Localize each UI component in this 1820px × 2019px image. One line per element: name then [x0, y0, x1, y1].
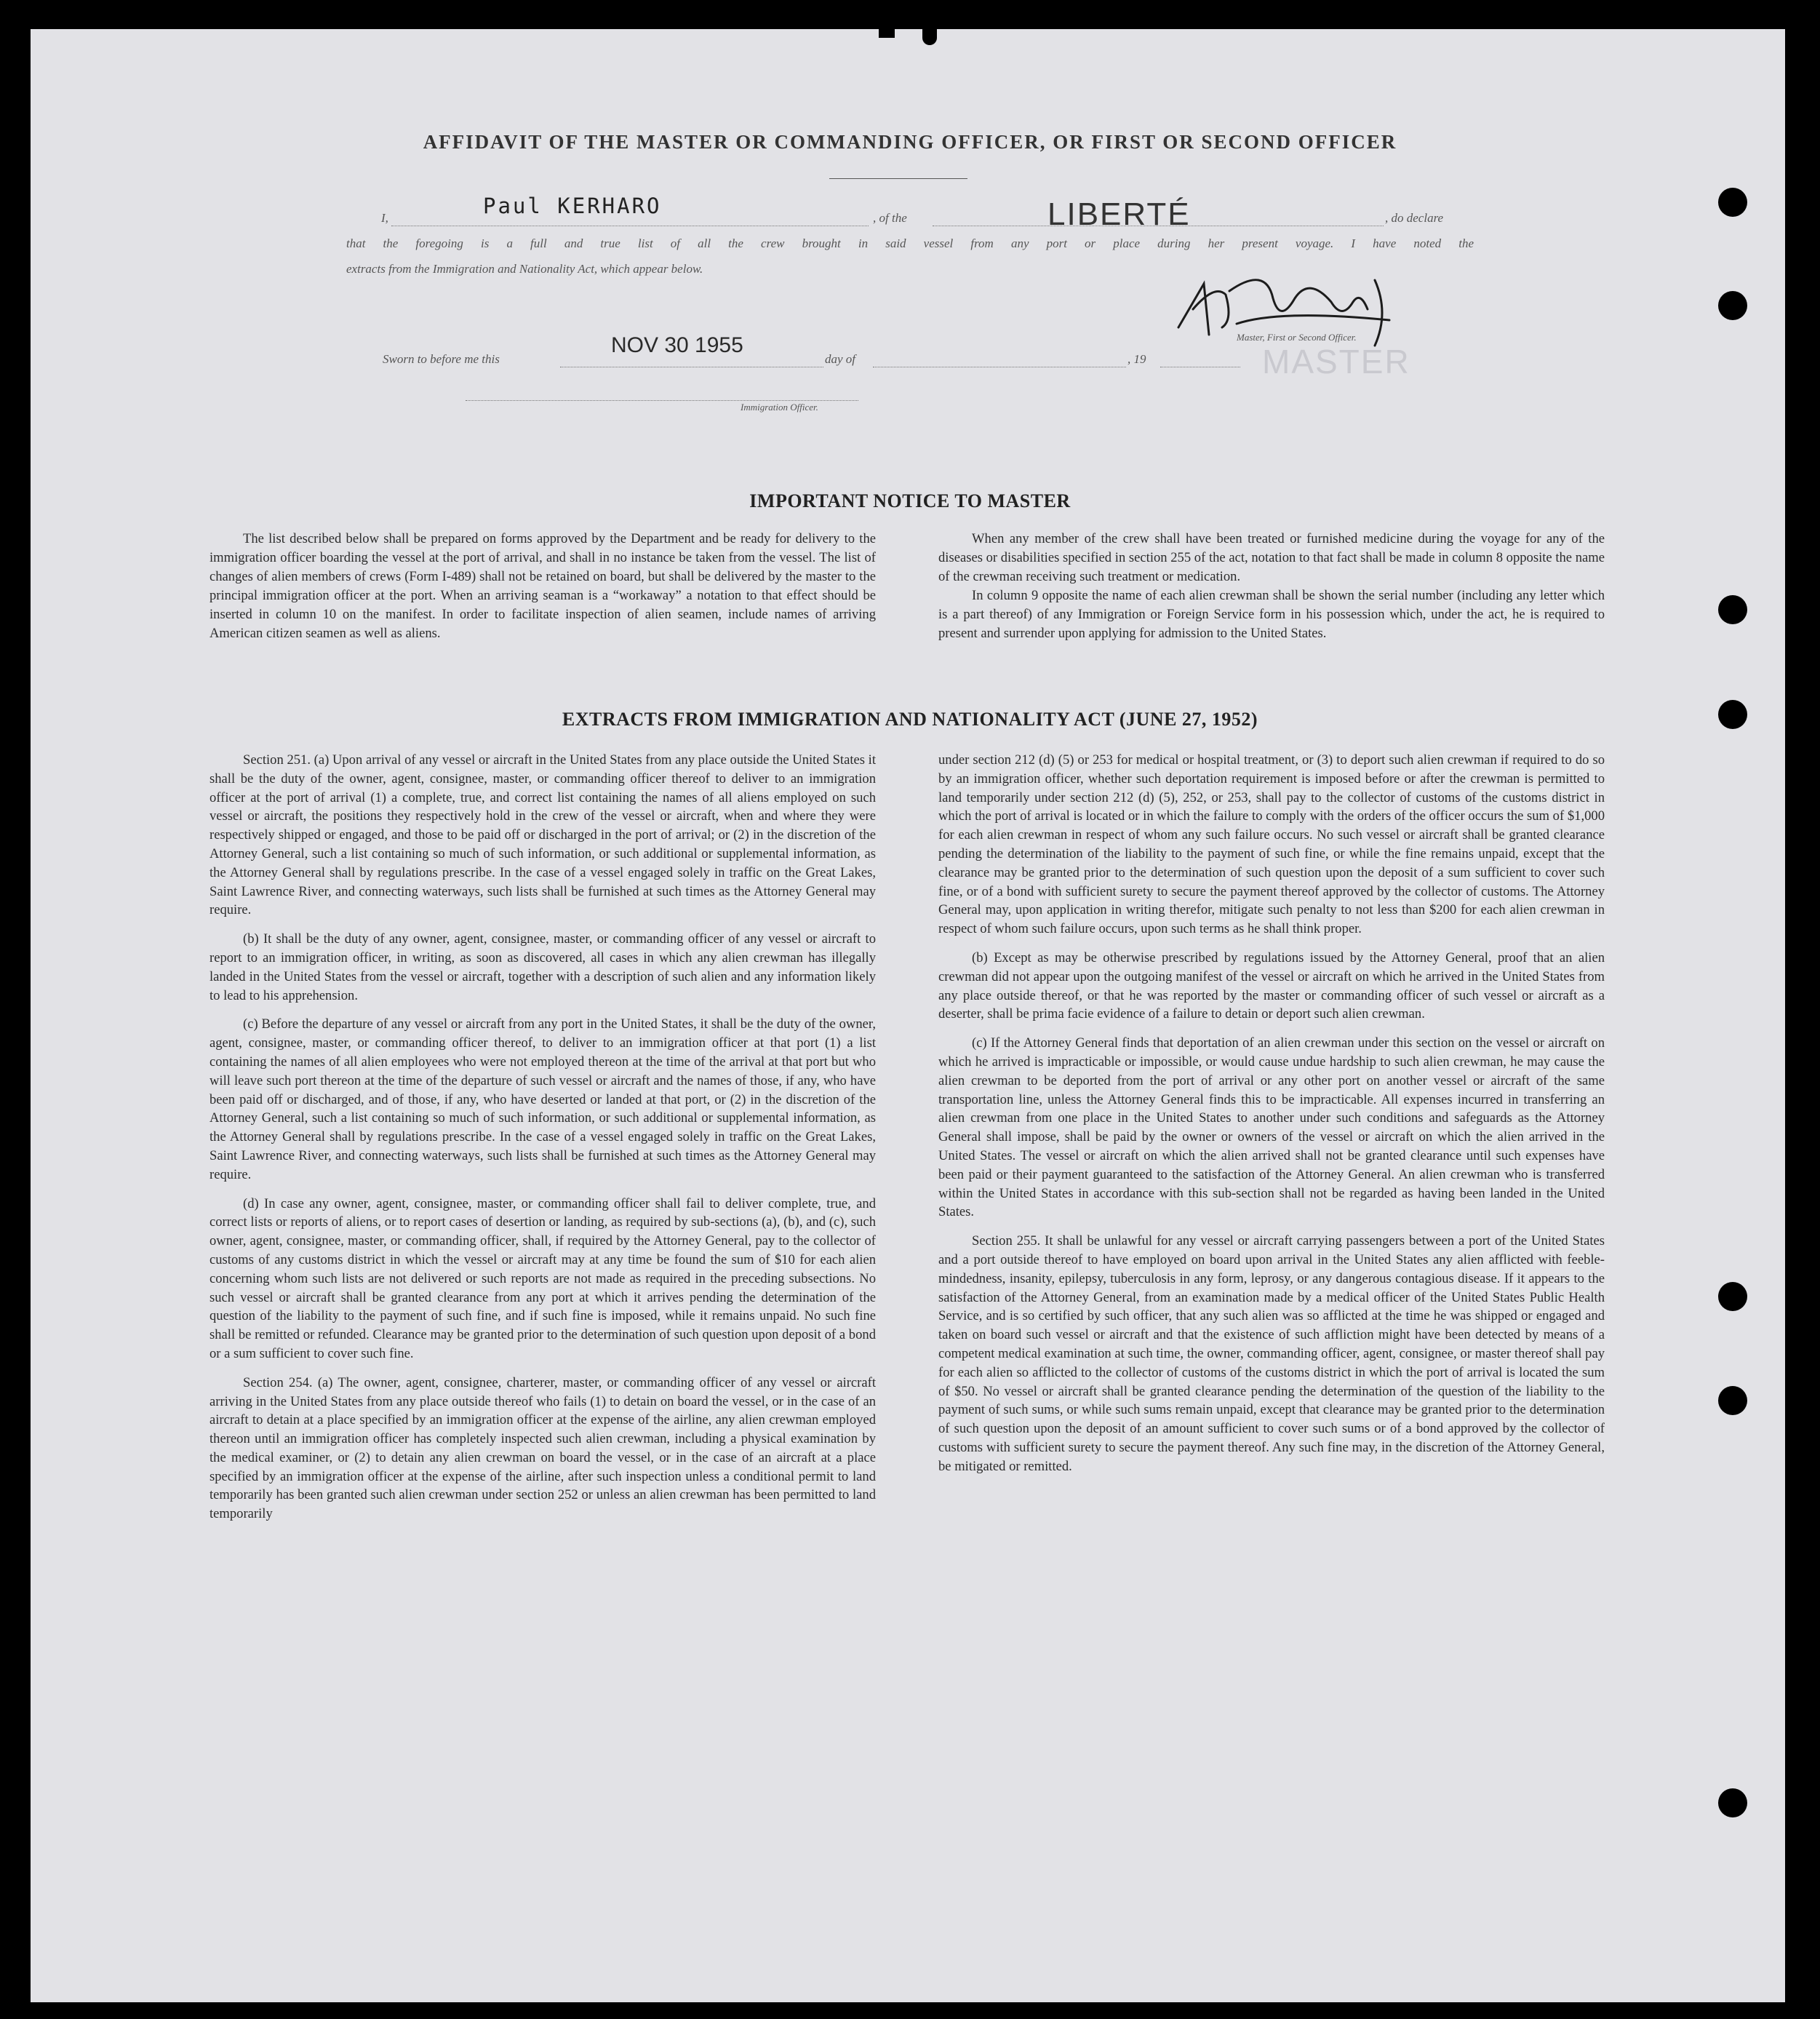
declaration-line-1: that the foregoing is a full and true list of all the crew brought in said vessel from any port or place during her present voyage. I have noted the [346, 236, 1474, 250]
act-section: (d) In case any owner, agent, consignee, master, or commanding officer shall fail to deliver complete, true, and correct lists or reports of aliens, or to report cases of desertion or landing, as required by sub-sections (a), (b), and (c), such owner, agent, consignee, master, or commanding officer, shall, if required by the Attorney General, pay to the collector of customs of any customs district in which the vessel or aircraft may at any time be found the sum of $10 for each alien concerning whom such lists are not delivered or such reports are not made as required in the preceding subsections. No such vessel or aircraft shall be granted clearance from any port at which it arrives pending the determination of the question of the liability to the payment of such fine, and if such fine is imposed, while it remains unpaid. No such fine shall be remitted or refunded. Clearance may be granted prior to the determination of such question upon deposit of a bond or a sum sufficient to cover such fine. [209, 1195, 876, 1361]
officer-caption: Immigration Officer. [741, 402, 818, 413]
punch-mark [922, 29, 937, 45]
affidavit-title: AFFIDAVIT OF THE MASTER OR COMMANDING OFFICER, OR FIRST OR SECOND OFFICER [423, 131, 1397, 153]
act-section: under section 212 (d) (5) or 253 for medical or hospital treatment, or (3) to deport such alien crewman if required to do so by an immigration officer, whether such deportation requirement is imposed before or after the crewman is permitted to land temporarily under section 212 (d) (5), 252, or 253, shall pay to the collector of customs of the customs district in which the port of arrival is located or in which the failure to comply with the orders of the officer occurs the sum of $1,000 for each alien crewman in respect of whom any such failure occurs. No such vessel or aircraft shall be granted clearance pending the determination of the liability to the payment of such fine, or while the fine remains unpaid, except that the clearance may be granted prior to the determination of such question upon the deposit of a sum sufficient to cover such fine, or of a bond with sufficient surety to secure the payment thereof approved by the collector of customs. The Attorney General may, upon application in writing therefor, mitigate such penalty to not less than $200 for each alien crewman in respect of whom such failure occurs, upon such terms as he shall think proper. [938, 752, 1605, 937]
extracts-heading: EXTRACTS FROM IMMIGRATION AND NATIONALITY ACT (JUNE 27, 1952) [562, 709, 1258, 730]
sworn-label: Sworn to before me this [383, 352, 500, 366]
binder-hole [1718, 291, 1747, 320]
notice-right-column [938, 530, 1605, 653]
sworn-date: NOV 30 1955 [611, 333, 743, 357]
year-label: , 19 [1127, 352, 1146, 366]
act-section: Section 255. It shall be unlawful for any vessel or aircraft carrying passengers between a port of the United States and a port outside thereof to have employed on board upon arrival in the United States any alien afflicted with feeble-mindedness, insanity, epilepsy, tuberculosis in any form, leprosy, or any dangerous contagious disease. If it appears to the satisfaction of the Attorney General, from an examination made by a medical officer of the United States Public Health Service, and is so certified by such officer, that any such alien was so afflicted at the time he was shipped or engaged and taken on board such vessel or aircraft and that the existence of such affliction might have been detected by means of a competent medical examination at such time, the owner, commanding officer, agent, consignee, or master thereof shall pay for each alien so afflicted to the collector of customs of the customs district in which the port of arrival is located the sum of $50. No vessel or aircraft shall be granted clearance pending the determination of the question of the liability to the payment of such sums, or while such sums remain unpaid, except that clearance may be granted prior to the determination of such question upon the deposit of an amount sufficient to cover such sums or of a bond approved by the collector of customs with sufficient surety to secure the payment thereof. Any such fine may, in the discretion of the Attorney General, be mitigated or remitted. [938, 1233, 1605, 1474]
binder-hole [1718, 1788, 1747, 1817]
title-rule [829, 178, 967, 179]
notice-paragraph: In column 9 opposite the name of each alien crewman shall be shown the serial number (including any letter which is a part thereof) of any Immigration or Foreign Service form in his possession which, under the act, he is required to present and surrender upon applying for admission to the United States. [938, 588, 1605, 641]
extracts-left-column [209, 751, 876, 1534]
act-section: (b) It shall be the duty of any owner, agent, consignee, master, or commanding officer of any vessel or aircraft to report to an immigration officer, in writing, as soon as discovered, all cases in which any alien crewman has illegally landed in the United States from the vessel or aircraft, together with a description of such alien and any information likely to lead to his apprehension. [209, 931, 876, 1003]
act-section: (c) If the Attorney General finds that deportation of an alien crewman under this section on the vessel or aircraft on which he arrived is impracticable or impossible, or would cause undue hardship to such alien crewman, he may cause the alien crewman to be deported from the port of arrival or any other port on another vessel or aircraft of the same transportation line, unless the Attorney General finds this to be impracticable. All expenses incurred in transferring an alien crewman from one place in the United States to another under such conditions and safeguards as the Attorney General shall impose, shall be paid by the owner or owners of the vessel or aircraft on which the alien arrived in the United States. The vessel or aircraft on which the alien arrived shall not be granted clearance until such expenses have been paid or their payment guaranteed to the satisfaction of the Attorney General. An alien crewman who is transferred within the United States in accordance with this sub-section shall not be regarded as having been landed in the United States. [938, 1035, 1605, 1220]
binder-hole [1718, 188, 1747, 217]
master-stamp: MASTER [1262, 343, 1410, 381]
act-section: Section 254. (a) The owner, agent, consignee, charterer, master, or commanding officer of any vessel or aircraft arriving in the United States from any place outside thereof who fails (1) to detain on board the vessel, or in the case of an aircraft to detain at a place specified by an immigration officer at the expense of the airline, any alien crewman employed thereon until an immigration officer has completely inspected such alien crewman, including a physical examination by the medical examiner, or (2) to detain any alien crewman on board the vessel, or in the case of an aircraft at a place specified by an immigration officer at the expense of the airline, after such inspection unless a conditional permit to land temporarily has been granted such alien crewman under section 252 or unless an alien crewman has been permitted to land temporarily [209, 1374, 876, 1522]
signature-caption: Master, First or Second Officer. [1237, 332, 1357, 343]
vessel-name: LIBERTÉ [1047, 196, 1191, 232]
act-section: Section 251. (a) Upon arrival of any vessel or aircraft in the United States from any place outside the United States it shall be the duty of the owner, agent, consignee, master, or commanding officer thereof to deliver to an immigration officer at the port of arrival (1) a complete, true, and correct list containing the names of all aliens employed on such vessel or aircraft, the positions they respectively hold in the crew of the vessel or aircraft, when and where they were respectively shipped or engaged, and those to be paid off or discharged in the port of arrival; or (2) in the discretion of the Attorney General, such a list containing so much of such information, or such additional or supplemental information, as the Attorney General shall by regulations prescribe. In the case of a vessel engaged solely in traffic on the Great Lakes, Saint Lawrence River, and connecting waterways, such lists shall be furnished at such times as the Attorney General may require. [209, 752, 876, 918]
declaration-line-2: extracts from the Immigration and Nationality Act, which appear below. [346, 262, 703, 276]
act-section: (b) Except as may be otherwise prescribed by regulations issued by the Attorney General, proof that an alien crewman did not appear upon the outgoing manifest of the vessel or aircraft on which he arrived in the United States from any place outside thereof, or that he was reported by the master or commanding officer of such vessel or aircraft as a deserter, shall be prima facie evidence of a failure to detain or deport such alien crewman. [938, 949, 1605, 1022]
day-of-label: day of [825, 352, 856, 366]
notice-left-column [209, 530, 876, 653]
notice-heading: IMPORTANT NOTICE TO MASTER [749, 490, 1071, 511]
officer-line [466, 400, 858, 401]
label-i: I, [381, 211, 388, 225]
label-do-declare: , do declare [1385, 211, 1444, 225]
declarant-name: Paul KERHARO [483, 194, 662, 218]
extracts-right-column [938, 751, 1605, 1486]
binder-hole [1718, 1386, 1747, 1415]
notice-paragraph: When any member of the crew shall have been treated or furnished medicine during the voyage for any of the diseases or disabilities specified in section 255 of the act, notation to that fact shall be made in column 8 opposite the name of the crewman receiving such treatment or medication. [938, 531, 1605, 584]
notice-paragraph: The list described below shall be prepared on forms approved by the Department and be ready for delivery to the immigration officer boarding the vessel at the port of arrival, and shall in no instance be taken from the vessel. The list of changes of alien members of crews (Form I-489) shall not be retained on board, but shall be delivered by the master to the principal immigration officer at the port. When an arriving seaman is a “workaway” a notation to that effect should be inserted in column 10 on the manifest. In order to facilitate inspection of alien seamen, include names of arriving American citizen seamen as well as aliens. [209, 531, 876, 641]
punch-mark [879, 29, 895, 38]
label-of-the: , of the [873, 211, 907, 225]
binder-hole [1718, 1282, 1747, 1311]
binder-hole [1718, 595, 1747, 624]
act-section: (c) Before the departure of any vessel or aircraft from any port in the United States, it shall be the duty of the owner, agent, consignee, master, or commanding officer thereof, to deliver to an immigration officer at that port (1) a list containing the names of all alien employees who were not employed thereon at the time of the arrival at that port but who will leave such port thereon at the time of the departure of such vessel or aircraft and the names of those, if any, who have been paid off or discharged, and of those, if any, who have deserted or landed at that port, or (2) in the discretion of the Attorney General, such a list containing so much of such information, or such additional or supplemental information, as the Attorney General shall by regulations prescribe. In the case of a vessel engaged solely in traffic on the Great Lakes, Saint Lawrence River, and connecting waterways, such lists shall be furnished at such times as the Attorney General may require. [209, 1016, 876, 1182]
